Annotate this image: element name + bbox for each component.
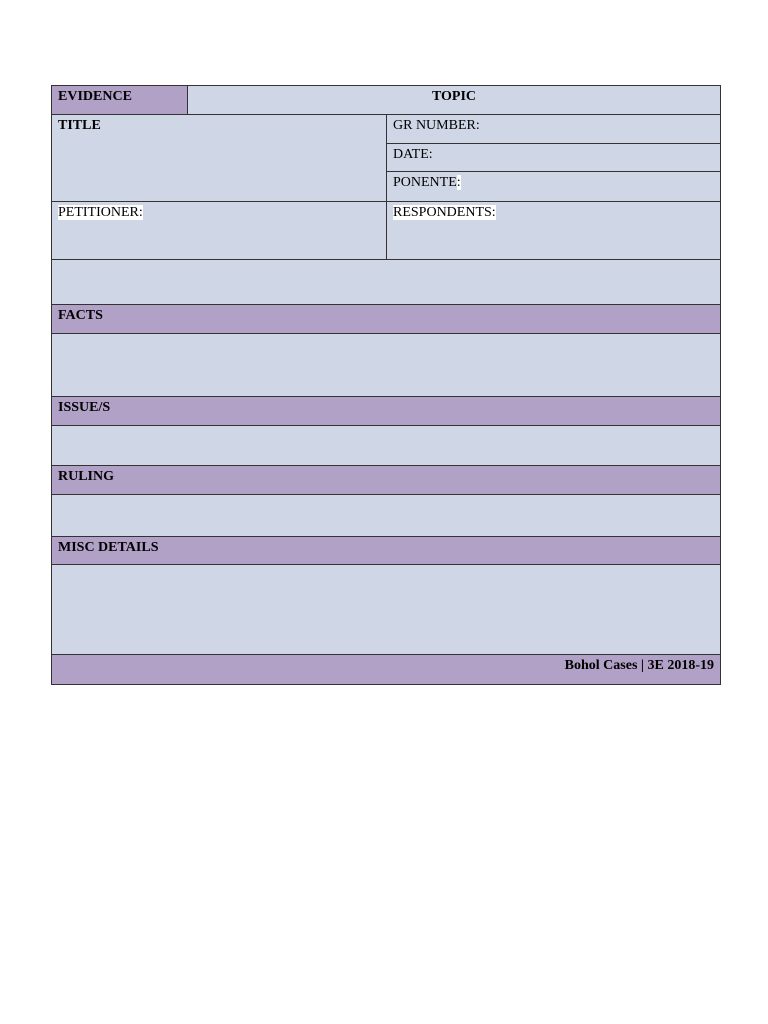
footer-text: Bohol Cases | 3E 2018-19 <box>564 658 714 673</box>
blank-row <box>52 260 720 305</box>
misc-label: MISC DETAILS <box>58 540 159 555</box>
ruling-label: RULING <box>58 469 115 484</box>
evidence-label: EVIDENCE <box>52 86 188 114</box>
topic-label: TOPIC <box>188 86 720 114</box>
facts-content <box>52 334 720 397</box>
parties-row <box>52 202 720 260</box>
date-field <box>387 144 720 173</box>
date-label: DATE: <box>393 146 433 162</box>
ruling-content <box>52 495 720 537</box>
facts-label: FACTS <box>58 308 103 323</box>
issues-header <box>52 397 720 426</box>
footer-row <box>52 655 720 684</box>
issues-label: ISSUE/S <box>58 400 111 415</box>
facts-header <box>52 305 720 334</box>
title-block <box>52 115 720 202</box>
header-row <box>52 86 720 115</box>
ruling-header <box>52 466 720 495</box>
ponente-colon: : <box>456 175 461 191</box>
misc-header <box>52 537 720 565</box>
case-meta-stack <box>387 115 720 201</box>
misc-content <box>52 565 720 655</box>
title-label: TITLE <box>52 115 387 201</box>
petitioner-label: PETITIONER: <box>58 205 143 220</box>
respondents-label: RESPONDENTS: <box>393 205 496 220</box>
petitioner-field <box>52 202 387 259</box>
ponente-field <box>387 172 720 201</box>
issues-content <box>52 426 720 466</box>
respondents-field <box>387 202 720 259</box>
gr-number-label: GR NUMBER: <box>393 118 480 133</box>
case-digest-template <box>51 85 721 685</box>
gr-number-field <box>387 115 720 144</box>
ponente-label: PONENTE <box>393 175 457 191</box>
